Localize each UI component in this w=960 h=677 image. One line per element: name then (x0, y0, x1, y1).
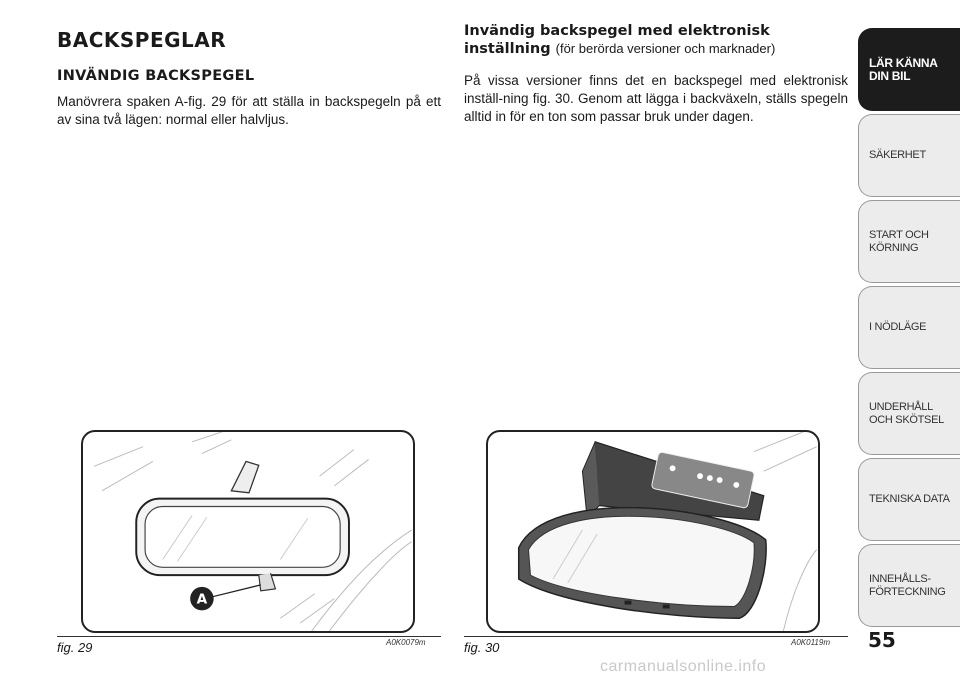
tab-tekniska-data[interactable]: TEKNISKA DATA (858, 458, 960, 541)
right-heading-note: (för berörda versioner och marknader) (555, 41, 776, 56)
caption-rule-29 (57, 636, 441, 637)
figure-30-code: A0K0119m (791, 638, 830, 647)
mirror-illustration-29 (83, 432, 413, 631)
label-a: A (196, 591, 208, 608)
section-title: BACKSPEGLAR (57, 28, 227, 52)
body-paragraph-right: På vissa versioner finns det en backspegel med elektronisk inställ-ning fig. 30. Genom att lägga i backväxeln, ställs spegeln alltid in för en ton som passar bruk under dagen. (464, 73, 848, 124)
tab-lar-kanna-din-bil[interactable]: LÄR KÄNNA DIN BIL (858, 28, 960, 111)
figure-29-code: A0K0079m (386, 638, 426, 647)
mirror-illustration-30 (488, 432, 818, 631)
tab-underhall-och-skotsel[interactable]: UNDERHÅLL OCH SKÖTSEL (858, 372, 960, 455)
body-paragraph-left: Manövrera spaken A-fig. 29 för att ställa in backspegeln på ett av sina två lägen: normal eller halvljus. (57, 94, 441, 127)
tab-start-och-korning[interactable]: START OCH KÖRNING (858, 200, 960, 283)
tab-innehallsforteckning[interactable]: INNEHÅLLS- FÖRTECKNING (858, 544, 960, 627)
tab-i-nodlage[interactable]: I NÖDLÄGE (858, 286, 960, 369)
figure-30 (486, 430, 820, 633)
subsection-title: INVÄNDIG BACKSPEGEL (57, 68, 255, 84)
page-number: 55 (868, 628, 896, 652)
caption-rule-30 (464, 636, 848, 637)
figure-29 (81, 430, 415, 633)
figure-29-caption: fig. 29 (57, 640, 93, 655)
watermark: carmanualsonline.info (600, 658, 767, 675)
right-heading-title: Invändig backspegel med elektronisk inställning (464, 23, 770, 57)
right-heading (464, 22, 844, 58)
tab-sakerhet[interactable]: SÄKERHET (858, 114, 960, 197)
figure-30-caption: fig. 30 (464, 640, 500, 655)
